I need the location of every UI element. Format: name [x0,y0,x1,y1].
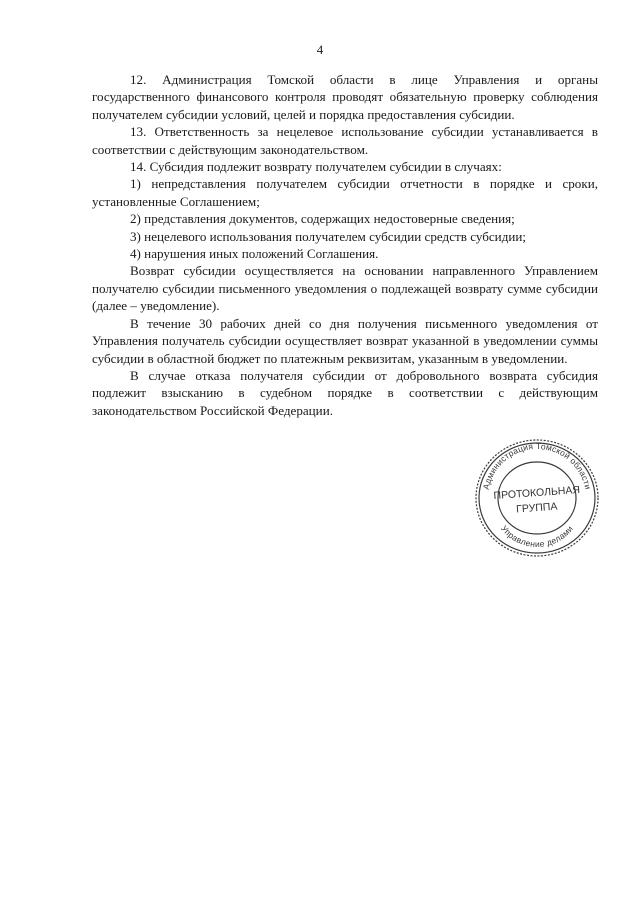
list-item-4: 4) нарушения иных положений Соглашения. [130,246,379,262]
stamp-outer-text-top: Администрация Томской области [480,440,594,491]
paragraph-14: 14. Субсидия подлежит возврату получателем субсидии в случаях: [130,159,502,175]
paragraph-refund-term: В течение 30 рабочих дней со дня получения письменного уведомления от Управления получатель субсидии осуществляет возврат указанной в уведомлении суммы субсидии в областной бюджет по платежным реквизитам, указанным в уведомлении. [92,315,598,366]
page-number: 4 [316,42,324,57]
document-body [92,71,598,419]
stamp-outer-text-bottom: Управление делами [499,523,575,550]
paragraph-13: 13. Ответственность за нецелевое использование субсидии устанавливается в соответствии с действующим законодательством. [92,124,598,157]
stamp-inner-line-2: ГРУППА [515,500,558,516]
list-item-2: 2) представления документов, содержащих недостоверные сведения; [130,211,515,227]
paragraph-refusal: В случае отказа получателя субсидии от добровольного возврата субсидия подлежит взысканию в судебном порядке в соответствии с действующим законодательством Российской Федерации. [92,367,598,418]
list-item-1: 1) непредставления получателем субсидии отчетности в порядке и сроки, установленные Соглашением; [92,176,598,209]
stamp-inner-line-1: ПРОТОКОЛЬНАЯ [493,484,581,503]
protocol-group-stamp [472,436,602,560]
paragraph-12: 12. Администрация Томской области в лице Управления и органы государственного финансового контроля проводят обязательную проверку соблюдения получателем субсидии условий, целей и порядка предоставления субсидии. [92,72,598,122]
paragraph-refund-basis: Возврат субсидии осуществляется на основании направленного Управлением получателю субсидии письменного уведомления о подлежащей возврату сумме субсидии (далее – уведомление). [92,263,598,314]
list-item-3: 3) нецелевого использования получателем субсидии средств субсидии; [130,228,527,244]
